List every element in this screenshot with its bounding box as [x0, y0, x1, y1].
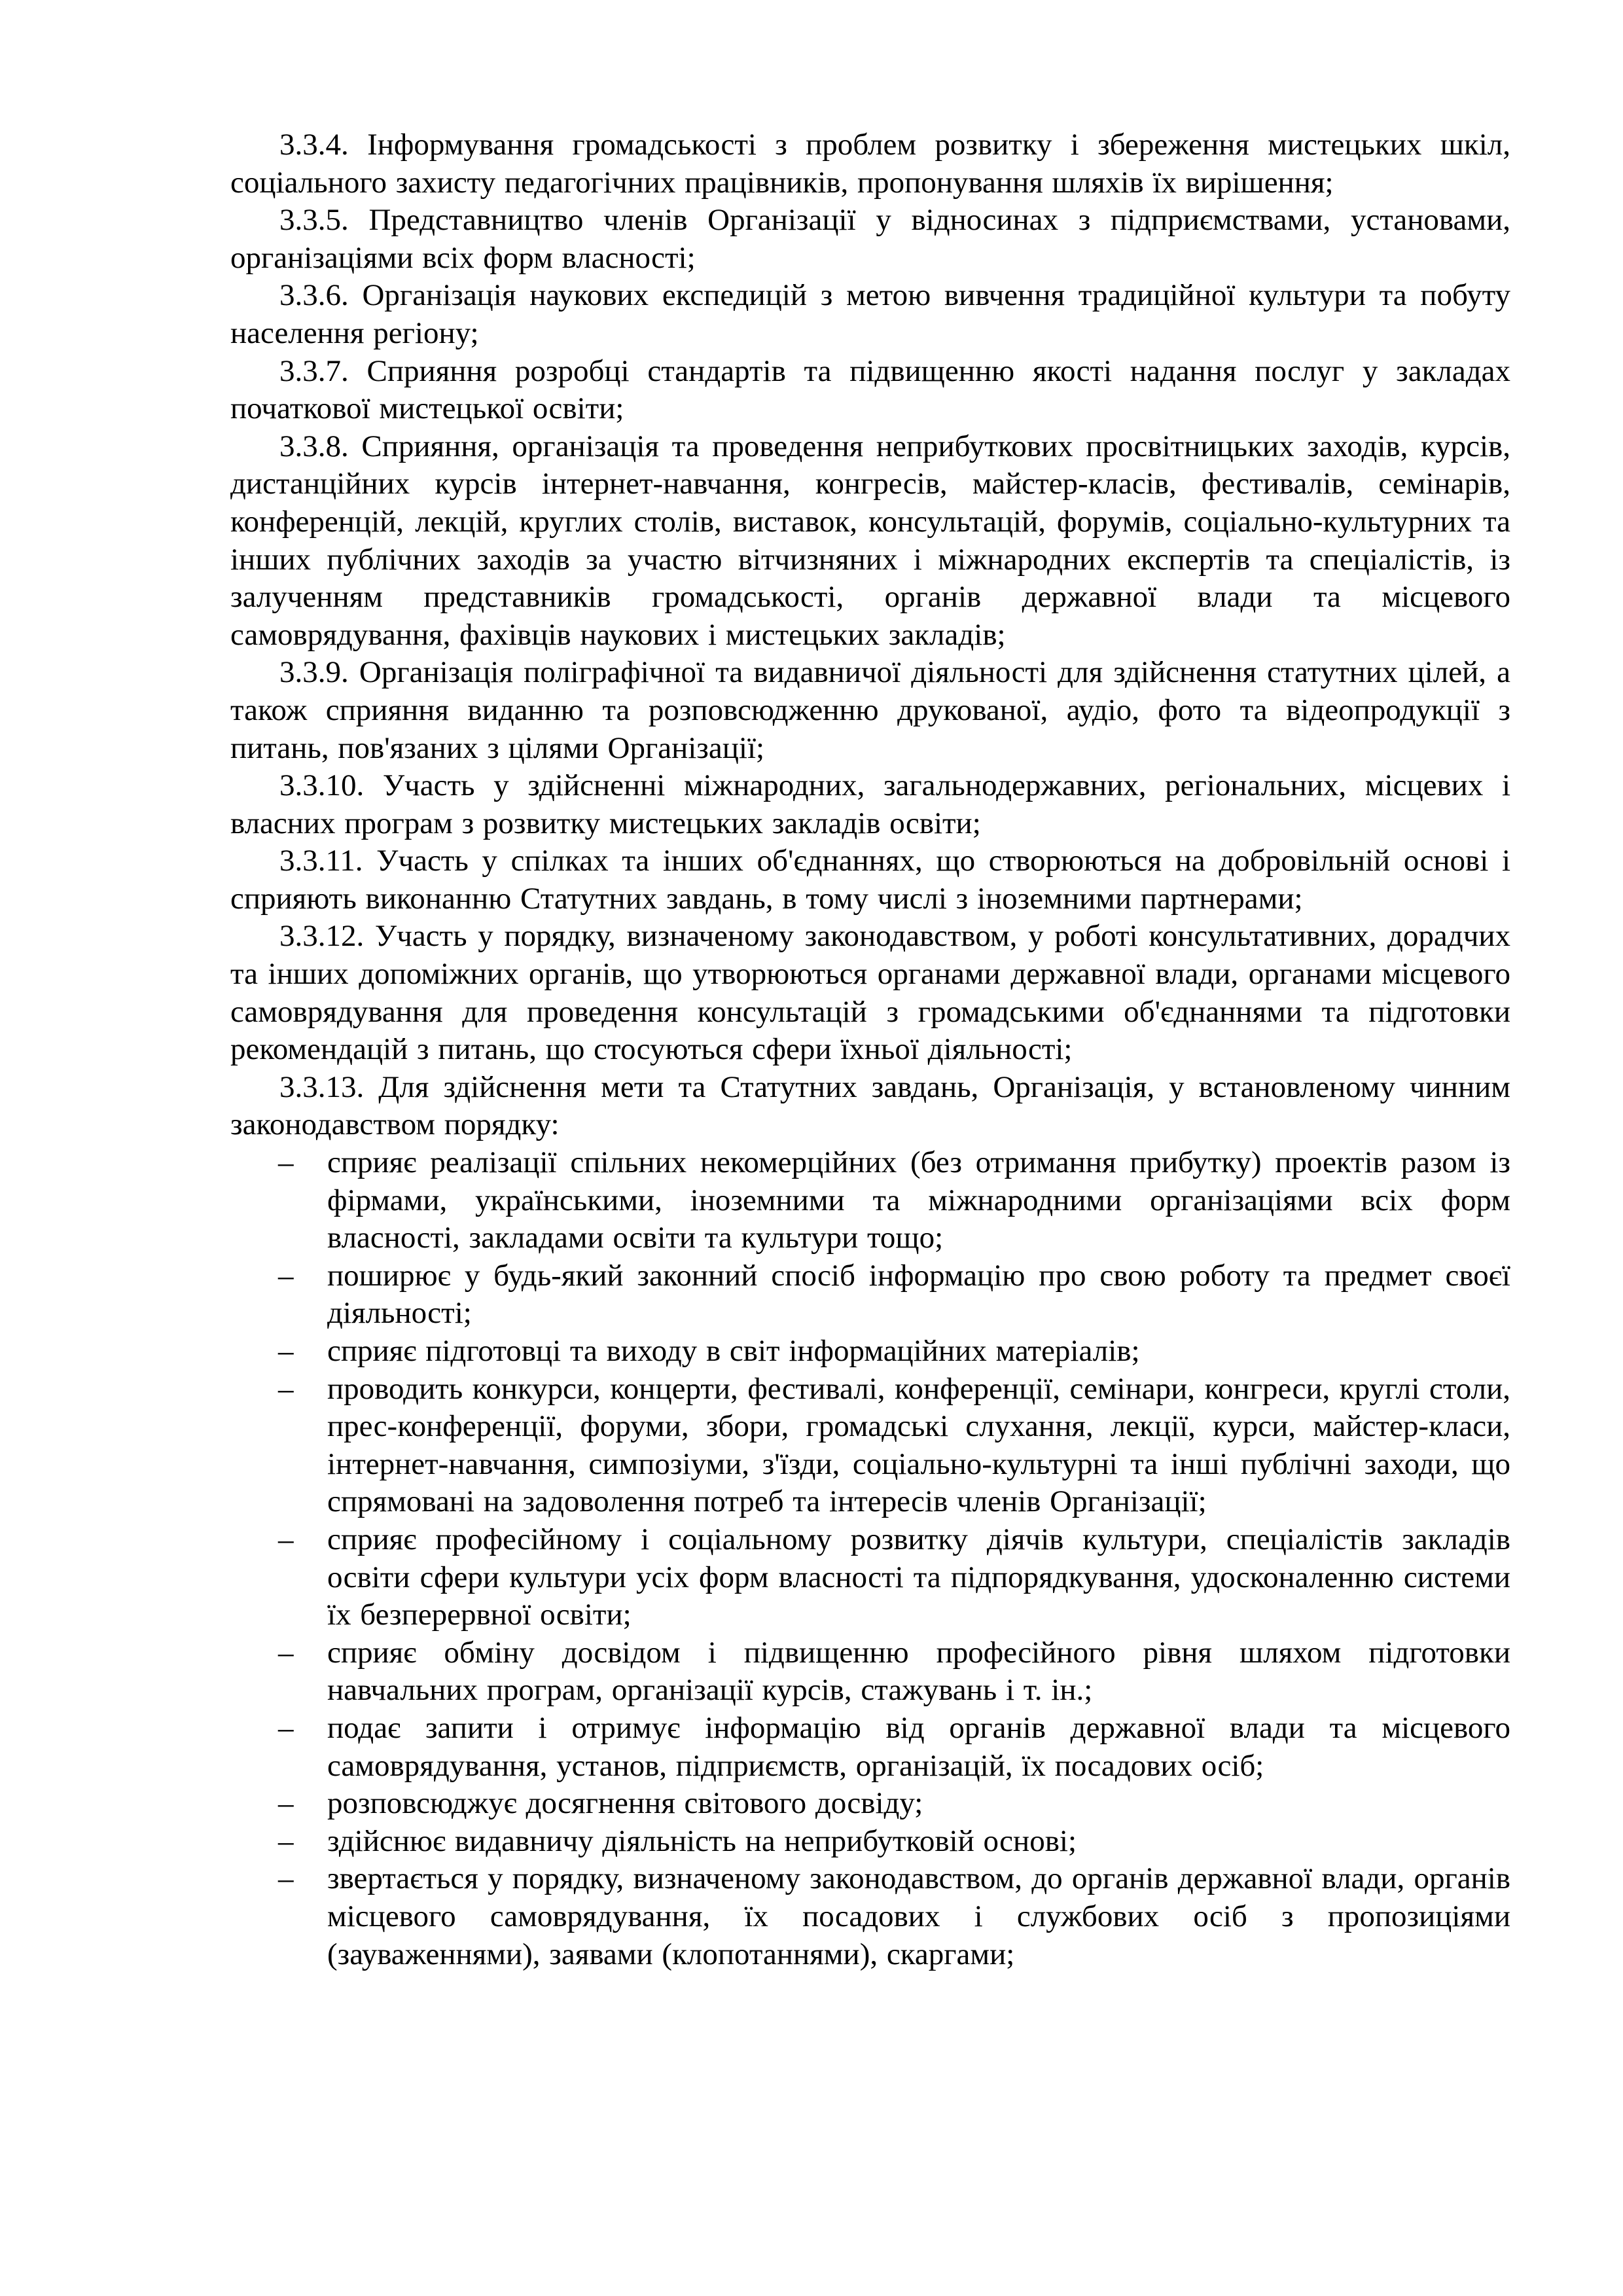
clause-text: Організація поліграфічної та видавничої діяльності для здійснення статутних цілей, а також сприяння виданню та розповсюдженню друкованої, аудіо, фото та відеопродукції з питань, пов'язаних з цілями Організації; [230, 655, 1510, 765]
clause-number: 3.3.12. [279, 919, 365, 954]
clause-number: 3.3.10. [279, 768, 365, 803]
clause-3-3-11 [230, 842, 1510, 918]
clause-text: Представництво членів Організації у відносинах з підприємствами, установами, організаціями всіх форм власності; [230, 203, 1511, 275]
clause-number: 3.3.11. [279, 844, 363, 878]
list-item-text: подає запити і отримує інформацію від органів державної влади та місцевого самоврядування, установ, підприємств, організацій, їх посадових осіб; [327, 1710, 1510, 1783]
clause-text: Участь у порядку, визначеному законодавством, у роботі консультативних, дорадчих та інших допоміжних органів, що утворюються органами державної влади, органами місцевого самоврядування для проведення консультацій з громадськими об'єднаннями та підготовки рекомендацій з питань, що стосуються сфери їхньої діяльності; [230, 919, 1511, 1067]
clause-3-3-4 [230, 126, 1510, 202]
list-dash-marker: – [278, 1710, 294, 1745]
clause-text: Для здійснення мети та Статутних завдань, Організація, у встановленому чинним законодавством порядку: [230, 1069, 1510, 1142]
list-item-text: сприяє обміну досвідом і підвищенню професійного рівня шляхом підготовки навчальних програм, організації курсів, стажувань і т. ін.; [327, 1635, 1510, 1708]
list-item [230, 1823, 1510, 1861]
list-item-text: сприяє реалізації спільних некомерційних (без отримання прибутку) проектів разом із фірмами, українськими, іноземними та міжнародними організаціями всіх форм власності, закладами освіти та культури тощо; [327, 1145, 1510, 1255]
clause-number: 3.3.6. [279, 278, 349, 313]
list-dash-marker: – [278, 1823, 294, 1858]
list-item [230, 1710, 1510, 1785]
list-dash-marker: – [278, 1861, 294, 1896]
list-dash-marker: – [278, 1635, 294, 1670]
list-item [230, 1785, 1510, 1823]
clause-3-3-12 [230, 918, 1510, 1068]
list-item-text: розповсюджує досягнення світового досвіду; [327, 1786, 923, 1821]
list-dash-marker: – [278, 1258, 294, 1293]
list-item-text: звертається у порядку, визначеному законодавством, до органів державної влади, органів місцевого самоврядування, їх посадових і службових осіб з пропозиціями (зауваженнями), заявами (клопотаннями), скаргами; [327, 1861, 1510, 1971]
clause-3-3-5 [230, 202, 1510, 277]
list-item [230, 1860, 1510, 1973]
list-item-text: здійснює видавничу діяльність на неприбутковій основі; [327, 1823, 1077, 1858]
clause-number: 3.3.5. [279, 203, 349, 238]
list-dash-marker: – [278, 1371, 294, 1406]
list-item-text: проводить конкурси, концерти, фестивалі, конференції, семінари, конгреси, круглі столи, прес-конференції, форуми, збори, громадські слухання, лекції, курси, майстер-класи, інтернет-навчання, симпозіуми, з'їзди, соціально-культурні та інші публічні заходи, що спрямовані на задоволення потреб та інтересів членів Організації; [327, 1371, 1510, 1519]
clause-3-3-8 [230, 428, 1510, 655]
list-dash-marker: – [278, 1522, 294, 1556]
list-dash-marker: – [278, 1334, 294, 1368]
clause-text: Участь у здійсненні міжнародних, загальнодержавних, регіональних, місцевих і власних програм з розвитку мистецьких закладів освіти; [230, 768, 1510, 840]
clause-number: 3.3.13. [279, 1069, 365, 1104]
clause-3-3-10 [230, 767, 1510, 842]
list-item [230, 1634, 1510, 1710]
statute-text-block [230, 126, 1510, 1973]
list-item [230, 1333, 1510, 1371]
list-dash-marker: – [278, 1786, 294, 1821]
clause-text: Сприяння, організація та проведення неприбуткових просвітницьких заходів, курсів, дистанційних курсів інтернет-навчання, конгресів, майстер-класів, фестивалів, семінарів, конференцій, лекцій, круглих столів, виставок, консультацій, форумів, соціально-культурних та інших публічних заходів за участю вітчизняних і міжнародних експертів та спеціалістів, із залученням представників громадськості, органів державної влади та місцевого самоврядування, фахівців наукових і мистецьких закладів; [230, 429, 1510, 652]
clause-3-3-13 [230, 1069, 1510, 1144]
clause-number: 3.3.8. [279, 429, 349, 463]
clause-3-3-9 [230, 654, 1510, 767]
clause-text: Інформування громадськості з проблем розвитку і збереження мистецьких шкіл, соціального захисту педагогічних працівників, пропонування шляхів їх вирішення; [230, 128, 1511, 200]
clause-number: 3.3.7. [279, 353, 349, 388]
clause-3-3-7 [230, 353, 1510, 428]
clause-text: Участь у спілках та інших об'єднаннях, що створюються на добровільній основі і сприяють виконанню Статутних завдань, в тому числі з іноземними партнерами; [230, 844, 1510, 916]
list-item-text: сприяє професійному і соціальному розвитку діячів культури, спеціалістів закладів освіти сфери культури усіх форм власності та підпорядкування, удосконаленню системи їх безперервної освіти; [327, 1522, 1510, 1632]
list-item-text: поширює у будь-який законний спосіб інформацію про свою роботу та предмет своєї діяльності; [327, 1258, 1510, 1331]
list-item [230, 1257, 1510, 1333]
list-item [230, 1521, 1510, 1634]
list-item-text: сприяє підготовці та виходу в світ інформаційних матеріалів; [327, 1334, 1140, 1368]
clause-text: Сприяння розробці стандартів та підвищенню якості надання послуг у закладах початкової мистецької освіти; [230, 353, 1510, 426]
list-dash-marker: – [278, 1145, 294, 1180]
list-item [230, 1144, 1510, 1257]
clause-number: 3.3.9. [279, 655, 349, 690]
clause-number: 3.3.4. [279, 128, 349, 162]
clause-3-3-6 [230, 277, 1510, 352]
list-item [230, 1371, 1510, 1521]
clause-text: Організація наукових експедицій з метою вивчення традиційної культури та побуту населення регіону; [230, 278, 1510, 350]
